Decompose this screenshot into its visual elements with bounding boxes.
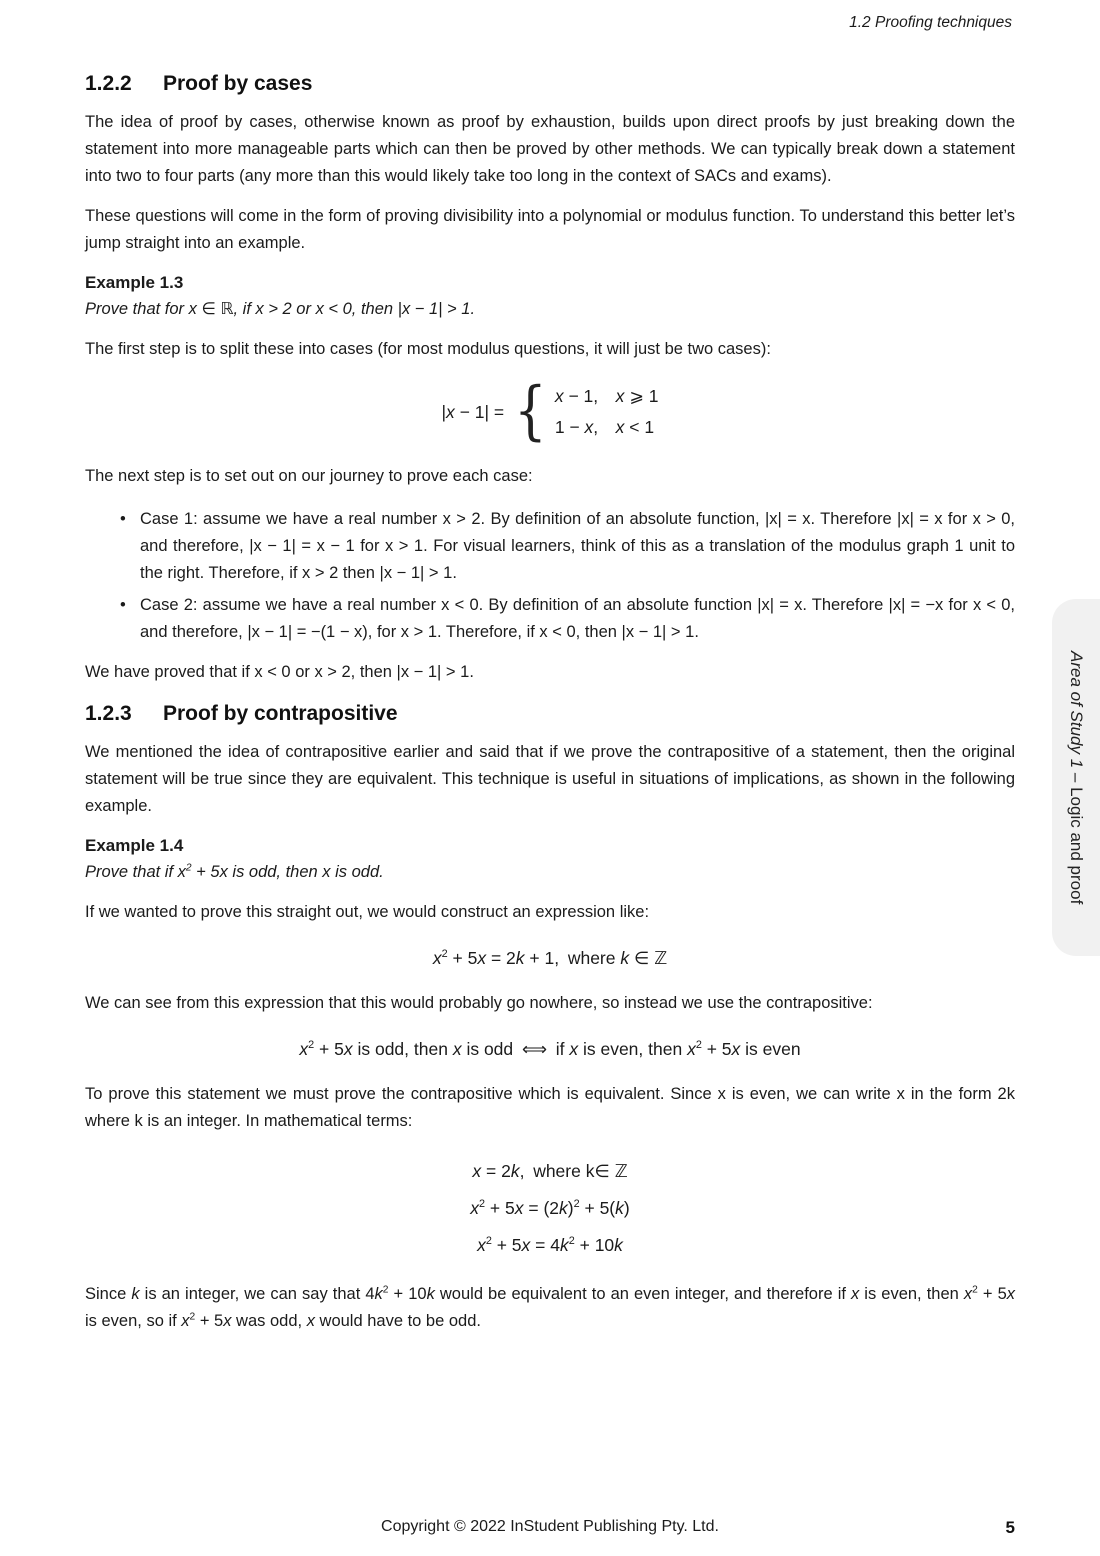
example-label: Example 1.3 <box>85 273 184 292</box>
equation-x-equals-2k: x = 2k, where k∈ ℤ <box>472 1161 628 1181</box>
example-label: Example 1.4 <box>85 836 184 855</box>
paragraph: We mentioned the idea of contrapositive earlier and said that if we prove the contrapositive of a statement, then the original statement will be true since they are equivalent. This technique is useful in situations of implications, as shown in the following example. <box>85 743 1015 815</box>
equation-lhs: |x − 1| = <box>441 401 505 422</box>
list-item-case-1 <box>120 506 1015 587</box>
equation-direct-expression: $x^2 + 5x = 2k + 1$, where k ∈ ℤ <box>432 948 668 968</box>
bullet-icon: • <box>120 596 126 614</box>
page-footer <box>85 1518 1015 1540</box>
section-number: 1.2.2 <box>85 72 132 95</box>
equation-case-row: 1 − x, x < 1 <box>554 417 655 437</box>
bullet-icon: • <box>120 510 126 528</box>
page-number: 5 <box>1005 1518 1015 1537</box>
section-title: Proof by cases <box>163 72 313 95</box>
list-item-text: Case 1: assume we have a real number x > 2. By definition of an absolute function, |x| = x. Therefore |x| = x for x > 0, and therefore, |x − 1| = x − 1 for x > 1. For visual learners, think of this as a translation of the modulus graph 1 unit to the right. Therefore, if x > 2 then |x − 1| > 1. <box>140 510 1015 582</box>
side-tab-label <box>1066 651 1086 904</box>
paragraph: We can see from this expression that this would probably go nowhere, so instead we use the contrapositive: <box>85 994 873 1012</box>
cases-bullet-list <box>85 506 1015 646</box>
equation-case-row: x − 1, x ⩾ 1 <box>554 386 659 406</box>
equation-stack <box>85 1155 1015 1261</box>
equation-modulus-cases <box>85 374 1015 449</box>
equation-expanded: $x^2 + 5x = 4k^2 + 10k$ <box>477 1235 623 1255</box>
equation-contrapositive: $x^2 + 5x$ is odd, then x is odd ⟺ if x is even, then $x^2 + 5x$ is even <box>299 1039 801 1059</box>
paragraph: The next step is to set out on our journey to prove each case: <box>85 467 533 485</box>
page-content <box>85 0 1015 1348</box>
section-number: 1.2.3 <box>85 702 132 725</box>
side-tab-label-italic: Area of Study 1 – <box>1067 650 1086 783</box>
section-title: Proof by contrapositive <box>163 702 398 725</box>
example-prompt: Prove that if $x^2 + 5x$ is odd, then x is odd. <box>85 862 384 881</box>
running-header: 1.2 Proofing techniques <box>849 14 1012 31</box>
copyright-text: Copyright © 2022 InStudent Publishing Pty. Ltd. <box>381 1518 719 1535</box>
side-tab-label-regular: Logic and proof <box>1067 782 1086 905</box>
side-tab-area-of-study <box>1052 599 1100 956</box>
example-prompt: Prove that for x ∈ ℝ, if x > 2 or x < 0, then |x − 1| > 1. <box>85 300 476 318</box>
equation-cases-rows <box>555 381 659 443</box>
paragraph: The idea of proof by cases, otherwise known as proof by exhaustion, builds upon direct proofs by just breaking down the statement into more manageable parts which can then be proved by other methods. We can typically break down a statement into two to four parts (any more than this would likely take too long in the context of SACs and exams). <box>85 113 1015 185</box>
paragraph: We have proved that if x < 0 or x > 2, then |x − 1| > 1. <box>85 663 474 681</box>
brace-glyph: { <box>514 374 547 449</box>
paragraph: To prove this statement we must prove the contrapositive which is equivalent. Since x is even, we can write x in the form 2k where k is an integer. In mathematical terms: <box>85 1085 1015 1130</box>
section-heading-1-2-2 <box>85 72 1015 96</box>
section-heading-1-2-3 <box>85 702 1015 726</box>
paragraph: These questions will come in the form of proving divisibility into a polynomial or modulus function. To understand this better let’s jump straight into an example. <box>85 207 1015 252</box>
equation-substitution: $x^2 + 5x = (2k)^2 + 5(k)$ <box>470 1198 630 1218</box>
paragraph: If we wanted to prove this straight out, we would construct an expression like: <box>85 903 650 921</box>
list-item-case-2 <box>120 592 1015 646</box>
paragraph: The first step is to split these into cases (for most modulus questions, it will just be two cases): <box>85 340 771 358</box>
list-item-text: Case 2: assume we have a real number x < 0. By definition of an absolute function |x| = x. Therefore |x| = −x for x < 0, and therefore, |x − 1| = −(1 − x), for x > 1. Therefore, if x < 0, then |x − 1| > 1. <box>140 596 1015 641</box>
paragraph: Since k is an integer, we can say that $4k^2 + 10k$ would be equivalent to an even integer, and therefore if x is even, then $x^2 + 5x$ is even, so if $x^2 + 5x$ was odd, x would have to be odd. <box>85 1284 1016 1330</box>
